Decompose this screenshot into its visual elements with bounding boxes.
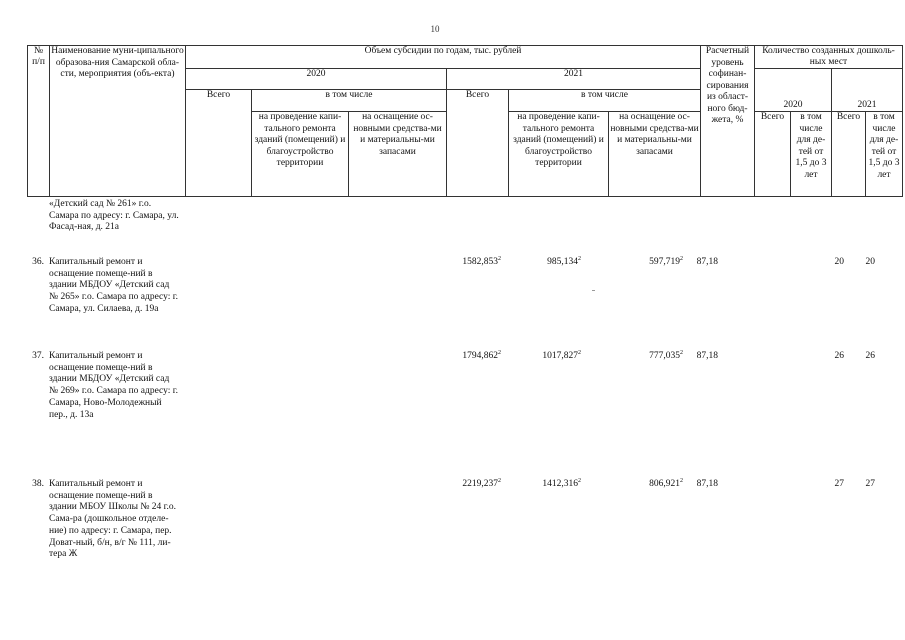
header-repair-2020: на проведение капи-тального ремонта зданий (помещений) и благоустройство территории [252, 112, 349, 197]
repair-2021-value: 985,134$^2$ [547, 255, 581, 267]
places-2021-value: 20 [834, 257, 844, 267]
scan-speck [592, 290, 595, 291]
header-subsidy: Объем субсидии по годам, тыс. рублей [186, 46, 701, 69]
total-2021-value: 2219,237$^2$ [462, 477, 501, 489]
rate-value: 87,18 [696, 351, 718, 361]
header-year-2021: 2021 [447, 69, 701, 90]
header-repair-2021: на проведение капи-тального ремонта зданий (помещений) и благоустройство территории [509, 112, 609, 197]
equipment-2021-value: 777,035$^2$ [649, 349, 683, 361]
row-number: 36. [32, 257, 44, 267]
header-equipment-2021: на оснащение ос-новными средства-ми и материальны-ми запасами [609, 112, 701, 197]
header-total-2020: Всего [186, 90, 252, 197]
row-name: Капитальный ремонт и оснащение помеще-ний в здании МБДОУ «Детский сад № 269» г.о. Самара по адресу: г. Самара, Ново-Молодежный пер., д. 13а [49, 351, 178, 420]
header-equipment-2020: на оснащение ос-новными средства-ми и материальны-ми запасами [349, 112, 447, 197]
places-total-2021: Всего [832, 112, 866, 197]
equipment-2021-value: 806,921$^2$ [649, 477, 683, 489]
row-name: Капитальный ремонт и оснащение помеще-ний в здании МБДОУ «Детский сад № 265» г.о. Самара по адресу: г. Самара, ул. Силаева, д. 19а [49, 257, 178, 314]
places-total-2020: Всего [755, 112, 791, 197]
row-name: Капитальный ремонт и оснащение помеще-ний в здании МБОУ Школы № 24 г.о. Сама-ра (дошкольное отделе-ние) по адресу: г. Самара, пер. Доват-ный, б/н, в/г № 111, ли-тера Ж [49, 479, 177, 560]
header-table [27, 45, 903, 197]
row-number: 37. [32, 351, 44, 361]
header-places: Количество созданных дошколь-ных мест [755, 46, 903, 69]
header-including-2020: в том числе [252, 90, 447, 112]
places-children-2021-value: 20 [865, 257, 875, 267]
places-children-2021-value: 27 [865, 479, 875, 489]
header-rate: Расчетный уровень софинан-сирования из област-ного бюд-жета, % [701, 46, 755, 197]
places-year-2020: 2020 [755, 69, 832, 112]
row-number: 38. [32, 479, 44, 489]
places-2021-value: 27 [834, 479, 844, 489]
places-children-2021: в том числе для де-тей от 1,5 до 3 лет [866, 112, 903, 197]
places-children-2020: в том числе для де-тей от 1,5 до 3 лет [791, 112, 832, 197]
places-2021-value: 26 [834, 351, 844, 361]
places-year-2021: 2021 [832, 69, 903, 112]
repair-2021-value: 1412,316$^2$ [542, 477, 581, 489]
header-including-2021: в том числе [509, 90, 701, 112]
header-total-2021: Всего [447, 90, 509, 197]
rate-value: 87,18 [696, 257, 718, 267]
places-children-2021-value: 26 [865, 351, 875, 361]
total-2021-value: 1794,862$^2$ [462, 349, 501, 361]
header-year-2020: 2020 [186, 69, 447, 90]
equipment-2021-value: 597,719$^2$ [649, 255, 683, 267]
page-number: 10 [430, 24, 440, 34]
continuation-text: «Детский сад № 261» г.о. Самара по адресу: г. Самара, ул. Фасад-ная, д. 21а [49, 199, 179, 233]
total-2021-value: 1582,853$^2$ [462, 255, 501, 267]
repair-2021-value: 1017,827$^2$ [542, 349, 581, 361]
rate-value: 87,18 [696, 479, 718, 489]
header-num: № п/п [28, 46, 50, 197]
header-name: Наименование муни-ципального образова-ния Самарской обла-сти, мероприятия (объ-екта) [50, 46, 186, 197]
